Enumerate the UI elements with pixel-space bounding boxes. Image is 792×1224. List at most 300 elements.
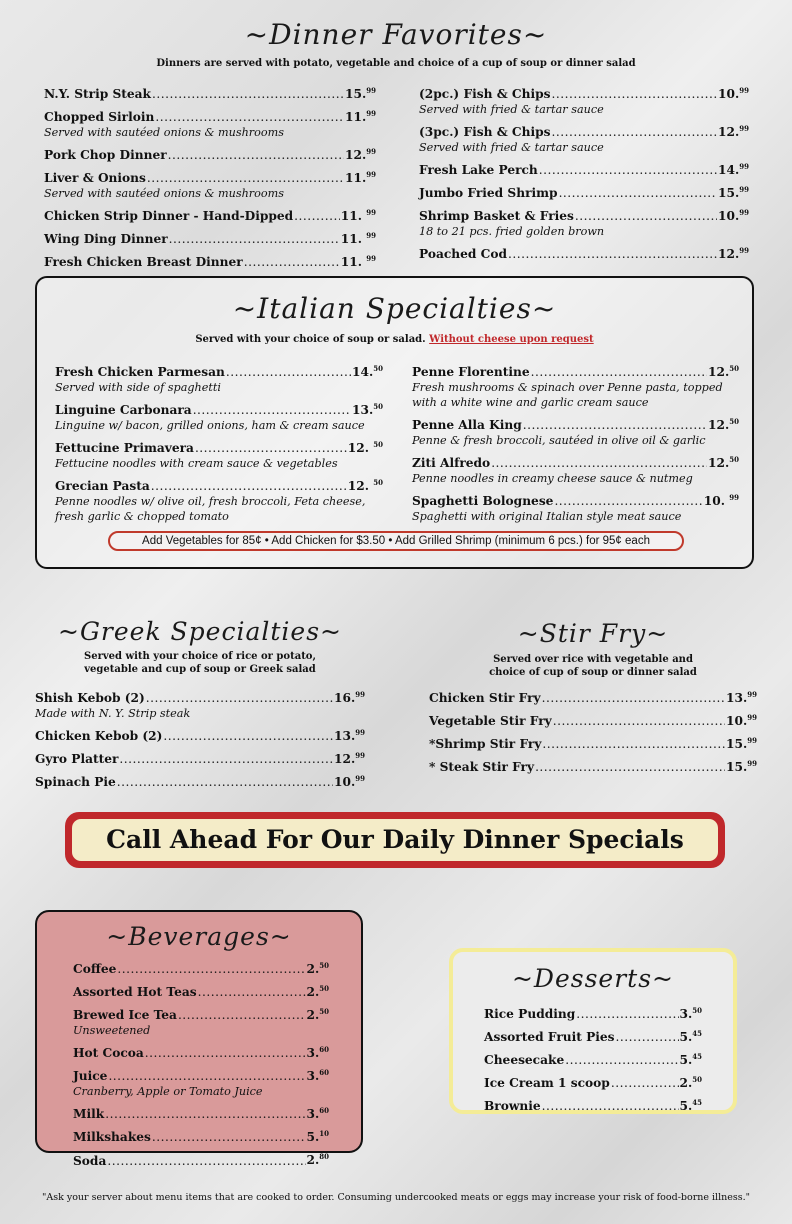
dinner-subtitle: Dinners are served with potato, vegetable and choice of a cup of soup or dinner salad [156, 58, 636, 69]
stirfry-title: ~Stir Fry~ [517, 619, 669, 648]
price-dollars: 12. [334, 752, 356, 767]
menu-item-name: Assorted Hot Teas [73, 985, 197, 1000]
dot-leader [105, 1106, 305, 1122]
price-cents: 50 [319, 961, 329, 970]
price-cents: 99 [366, 208, 376, 218]
menu-item-price [680, 1026, 702, 1045]
menu-item-row [73, 1042, 329, 1061]
menu-item-row [419, 243, 749, 262]
menu-item-price [680, 1049, 702, 1068]
menu-item-name: Chopped Sirloin [44, 110, 155, 125]
menu-item-name: Ice Cream 1 scoop [484, 1076, 610, 1091]
price-cents: 99 [366, 254, 376, 264]
price-dollars: 10. [334, 775, 356, 790]
menu-item-price [307, 1042, 329, 1061]
menu-item-row [484, 1026, 702, 1045]
menu-item-name: Coffee [73, 962, 117, 977]
menu-item-description: Served with sautéed onions & mushrooms [44, 126, 284, 140]
price-cents: 50 [692, 1075, 702, 1085]
greek-subtitle: Served with your choice of rice or potato, vegetable and cup of soup or Greek salad [84, 651, 316, 675]
dot-leader [554, 493, 702, 509]
italian-subtitle-text: Served with your choice of soup or salad. [195, 334, 426, 345]
menu-item-row [44, 83, 376, 102]
menu-item-price [718, 243, 749, 262]
price-cents: 10 [319, 1129, 329, 1139]
price-dollars: 2. [306, 962, 320, 977]
menu-item-name: Penne Florentine [412, 365, 530, 380]
menu-item-name: Cheesecake [484, 1053, 565, 1068]
menu-item-name: Assorted Fruit Pies [484, 1030, 615, 1045]
desserts-column [484, 1003, 702, 1118]
italian-right-column [412, 361, 739, 528]
dot-leader [152, 1129, 306, 1145]
menu-item-row [44, 251, 376, 270]
menu-item [419, 83, 749, 117]
price-cents: 99 [355, 728, 365, 738]
price-dollars: 10. [718, 87, 740, 102]
menu-item [412, 361, 739, 410]
menu-item-row [412, 490, 739, 509]
price-dollars: 12. [347, 441, 374, 456]
menu-item [429, 733, 757, 752]
price-cents: 50 [729, 455, 739, 465]
dot-leader [244, 254, 340, 270]
price-cents: 50 [692, 1006, 702, 1015]
price-dollars: 10. [703, 494, 730, 509]
menu-item [412, 414, 739, 448]
menu-item-price [680, 1095, 702, 1114]
dinner-left-column [44, 83, 376, 274]
menu-item [73, 1042, 329, 1061]
desserts-title: ~Desserts~ [511, 964, 674, 993]
menu-item [429, 710, 757, 729]
menu-item-name: Fresh Chicken Breast Dinner [44, 255, 243, 270]
menu-item [44, 83, 376, 102]
stirfry-subtitle: Served over rice with vegetable and choice of cup of soup or dinner salad [489, 654, 697, 678]
menu-item [44, 251, 376, 270]
menu-item-price [341, 228, 376, 247]
dot-leader [163, 728, 333, 744]
menu-item-row [429, 733, 757, 752]
menu-item-name: Chicken Stir Fry [429, 691, 541, 706]
price-cents: 99 [366, 231, 376, 241]
menu-item [44, 228, 376, 247]
menu-item [419, 182, 749, 201]
dinner-right-column [419, 83, 749, 266]
menu-item-name: * Steak Stir Fry [429, 760, 535, 775]
daily-specials-text: Call Ahead For Our Daily Dinner Specials [72, 819, 718, 861]
menu-item-name: Chicken Kebob (2) [35, 729, 163, 744]
menu-item-row [484, 1003, 702, 1022]
menu-item-row [429, 687, 757, 706]
price-dollars: 5. [306, 1130, 320, 1145]
menu-item [73, 1103, 329, 1122]
price-dollars: 16. [334, 691, 356, 706]
menu-item [429, 756, 757, 775]
dot-leader [542, 736, 725, 752]
price-cents: 45 [692, 1098, 702, 1108]
menu-item [73, 1149, 329, 1168]
menu-item-description: Fettucine noodles with cream sauce & vegetables [55, 457, 338, 471]
menu-item-name: Fresh Chicken Parmesan [55, 365, 225, 380]
menu-item-row [55, 437, 383, 456]
price-cents: 99 [729, 493, 739, 503]
price-cents: 50 [373, 440, 383, 450]
price-dollars: 3. [306, 1107, 320, 1122]
menu-item-name: Poached Cod [419, 247, 508, 262]
menu-item-price [307, 1065, 329, 1084]
menu-item-price [348, 437, 383, 456]
menu-item-price [345, 144, 376, 163]
price-dollars: 10. [718, 209, 740, 224]
menu-item-name: Shish Kebob (2) [35, 691, 145, 706]
dot-leader [542, 1098, 679, 1114]
menu-item-price [704, 490, 739, 509]
menu-item-row [35, 687, 365, 706]
menu-item-price [307, 1004, 329, 1023]
menu-item-name: Fettucine Primavera [55, 441, 194, 456]
dot-leader [535, 759, 725, 775]
price-cents: 99 [747, 713, 757, 723]
price-dollars: 11. [345, 171, 367, 186]
menu-item-name: Jumbo Fried Shrimp [419, 186, 558, 201]
menu-item-description: Linguine w/ bacon, grilled onions, ham & cream sauce [55, 419, 365, 433]
menu-item-price [341, 251, 376, 270]
dot-leader [611, 1075, 679, 1091]
menu-item-price [307, 1103, 329, 1122]
menu-item-price [345, 83, 376, 102]
price-cents: 50 [319, 1007, 329, 1017]
menu-item-row [412, 414, 739, 433]
menu-item-price [352, 399, 383, 418]
price-cents: 99 [366, 147, 376, 157]
menu-item-name: Grecian Pasta [55, 479, 150, 494]
price-cents: 99 [355, 774, 365, 784]
menu-item-row [484, 1049, 702, 1068]
greek-title: ~Greek Specialties~ [58, 617, 342, 646]
menu-item-price [307, 1126, 329, 1145]
price-cents: 99 [366, 170, 376, 180]
price-cents: 99 [739, 185, 749, 195]
menu-item-name: Chicken Strip Dinner - Hand-Dipped [44, 209, 294, 224]
dot-leader [575, 208, 717, 224]
dot-leader [117, 774, 333, 790]
menu-item [35, 748, 365, 767]
menu-item [484, 1026, 702, 1045]
menu-item [412, 452, 739, 486]
menu-item [73, 1065, 329, 1099]
price-dollars: 13. [352, 403, 374, 418]
menu-item-price [680, 1072, 702, 1091]
menu-item-name: Hot Cocoa [73, 1046, 144, 1061]
daily-specials-banner [65, 812, 725, 868]
menu-item [419, 243, 749, 262]
menu-item-row [73, 1103, 329, 1122]
menu-item-price [348, 475, 383, 494]
menu-item-price [334, 748, 365, 767]
price-dollars: 2. [306, 1153, 320, 1168]
price-cents: 99 [739, 246, 749, 256]
price-cents: 99 [739, 86, 749, 95]
price-cents: 99 [739, 162, 749, 172]
menu-item-row [419, 159, 749, 178]
italian-subtitle [35, 333, 754, 346]
menu-item-row [55, 399, 383, 418]
menu-item-row [73, 1004, 329, 1023]
dot-leader [198, 984, 306, 1000]
dot-leader [542, 690, 725, 706]
menu-item-name: Rice Pudding [484, 1007, 576, 1022]
price-cents: 60 [319, 1068, 329, 1078]
dot-leader [193, 402, 351, 418]
dot-leader [565, 1052, 678, 1068]
menu-item [73, 958, 329, 977]
dot-leader [169, 231, 340, 247]
menu-item-description: Made with N. Y. Strip steak [35, 707, 191, 721]
dot-leader [294, 208, 340, 224]
price-cents: 50 [373, 478, 383, 488]
dot-leader [107, 1153, 305, 1169]
price-cents: 80 [319, 1152, 329, 1162]
dot-leader [117, 961, 305, 977]
price-cents: 99 [747, 736, 757, 746]
menu-item-price [334, 725, 365, 744]
dot-leader [508, 246, 717, 262]
menu-item-price [726, 756, 757, 775]
menu-item-price [726, 687, 757, 706]
price-dollars: 11. [340, 255, 367, 270]
menu-item-row [44, 228, 376, 247]
menu-item [35, 687, 365, 721]
menu-item-description: Penne noodles in creamy cheese sauce & nutmeg [412, 472, 693, 486]
menu-item-row [44, 167, 376, 186]
price-dollars: 12. [345, 148, 367, 163]
menu-item-name: Shrimp Basket & Fries [419, 209, 574, 224]
menu-item [412, 490, 739, 524]
price-cents: 99 [355, 690, 365, 699]
menu-item-price [307, 981, 329, 1000]
price-dollars: 13. [334, 729, 356, 744]
menu-item-row [44, 144, 376, 163]
menu-item-description: Penne & fresh broccoli, sautéed in olive oil & garlic [412, 434, 706, 448]
menu-item-name: Spinach Pie [35, 775, 116, 790]
menu-item-price [718, 182, 749, 201]
menu-item [484, 1095, 702, 1114]
price-dollars: 12. [718, 125, 740, 140]
menu-item-description: Unsweetened [73, 1024, 151, 1038]
menu-item [419, 205, 749, 239]
menu-item-name: Penne Alla King [412, 418, 522, 433]
price-dollars: 5. [679, 1030, 693, 1045]
menu-item-name: Wing Ding Dinner [44, 232, 168, 247]
price-dollars: 5. [679, 1053, 693, 1068]
menu-item-name: Gyro Platter [35, 752, 119, 767]
dot-leader [168, 147, 344, 163]
dot-leader [576, 1006, 678, 1022]
dot-leader [523, 417, 707, 433]
food-safety-disclaimer: "Ask your server about menu items that are cooked to order. Consuming undercooked meats or eggs may increase your risk of food-borne illness." [41, 1192, 751, 1203]
menu-item-name: Ziti Alfredo [412, 456, 491, 471]
menu-item-price [708, 361, 739, 380]
menu-item-description: Served with fried & tartar sauce [419, 103, 604, 117]
menu-item [55, 399, 383, 433]
dot-leader [552, 86, 718, 102]
menu-item [55, 361, 383, 395]
menu-item-row [35, 725, 365, 744]
menu-item-description: Penne noodles w/ olive oil, fresh broccoli, Feta cheese, fresh garlic & chopped tomato [55, 495, 366, 524]
italian-subtitle-note: Without cheese upon request [429, 334, 594, 345]
menu-item-price [708, 414, 739, 433]
dot-leader [553, 713, 725, 729]
price-dollars: 2. [306, 985, 320, 1000]
menu-item-row [484, 1095, 702, 1114]
price-dollars: 3. [679, 1007, 693, 1022]
menu-item [44, 205, 376, 224]
menu-item [484, 1003, 702, 1022]
menu-item [73, 981, 329, 1000]
menu-item-name: Brewed Ice Tea [73, 1008, 177, 1023]
menu-item-name: N.Y. Strip Steak [44, 87, 151, 102]
menu-item-description: Served with sautéed onions & mushrooms [44, 187, 284, 201]
price-dollars: 11. [340, 232, 367, 247]
menu-item-description: 18 to 21 pcs. fried golden brown [419, 225, 605, 239]
dot-leader [616, 1029, 679, 1045]
dinner-title: ~Dinner Favorites~ [244, 18, 548, 51]
price-dollars: 11. [340, 209, 367, 224]
menu-item-row [55, 361, 383, 380]
dot-leader [178, 1007, 306, 1023]
price-cents: 60 [319, 1106, 329, 1116]
menu-item [429, 687, 757, 706]
price-dollars: 12. [708, 365, 730, 380]
price-cents: 99 [355, 751, 365, 761]
dot-leader [119, 751, 333, 767]
menu-item-row [73, 1149, 329, 1168]
menu-item-price [718, 159, 749, 178]
dot-leader [531, 364, 707, 380]
menu-item [73, 1126, 329, 1145]
price-dollars: 3. [306, 1046, 320, 1061]
beverages-title: ~Beverages~ [106, 922, 292, 951]
menu-item [484, 1072, 702, 1091]
menu-item-name: Fresh Lake Perch [419, 163, 538, 178]
menu-item-price [345, 167, 376, 186]
menu-item-price [680, 1003, 702, 1022]
price-dollars: 14. [718, 163, 740, 178]
price-dollars: 3. [306, 1069, 320, 1084]
menu-item [55, 437, 383, 471]
menu-item-price [352, 361, 383, 380]
price-cents: 50 [729, 417, 739, 427]
stirfry-column [429, 687, 757, 779]
italian-left-column [55, 361, 383, 528]
menu-item [419, 121, 749, 155]
menu-item-description: Served with fried & tartar sauce [419, 141, 604, 155]
menu-item-row [484, 1072, 702, 1091]
menu-item-price [334, 771, 365, 790]
menu-item-name: Soda [73, 1153, 107, 1168]
menu-item-price [341, 205, 376, 224]
menu-item-row [419, 182, 749, 201]
price-dollars: 11. [345, 110, 367, 125]
menu-item-row [429, 756, 757, 775]
menu-item-description: Fresh mushrooms & spinach over Penne pasta, topped with a white wine and garlic cream sauce [412, 381, 723, 410]
menu-item [35, 771, 365, 790]
menu-item-row [419, 121, 749, 140]
menu-item-name: Milkshakes [73, 1130, 151, 1145]
price-dollars: 15. [345, 87, 367, 102]
menu-item-row [35, 748, 365, 767]
menu-item-price [726, 733, 757, 752]
price-dollars: 5. [679, 1099, 693, 1114]
italian-title: ~Italian Specialties~ [232, 292, 557, 325]
price-cents: 99 [366, 109, 376, 119]
price-dollars: 12. [708, 456, 730, 471]
price-dollars: 2. [679, 1076, 693, 1091]
price-cents: 99 [747, 690, 757, 699]
menu-item-price [334, 687, 365, 706]
price-cents: 99 [747, 759, 757, 769]
menu-item-price [307, 1149, 329, 1168]
menu-item-row [412, 361, 739, 380]
price-cents: 45 [692, 1052, 702, 1062]
menu-item-description: Spaghetti with original Italian style meat sauce [412, 510, 682, 524]
menu-item-row [419, 83, 749, 102]
menu-item-name: Milk [73, 1107, 105, 1122]
menu-item-price [718, 121, 749, 140]
menu-item-name: (2pc.) Fish & Chips [419, 87, 551, 102]
price-cents: 45 [692, 1029, 702, 1039]
dot-leader [108, 1068, 305, 1084]
menu-item-name: Liver & Onions [44, 171, 146, 186]
dot-leader [491, 455, 707, 471]
price-dollars: 15. [718, 186, 740, 201]
menu-item-row [55, 475, 383, 494]
dot-leader [539, 162, 717, 178]
menu-item [419, 159, 749, 178]
menu-item-name: Vegetable Stir Fry [429, 714, 552, 729]
price-cents: 50 [319, 984, 329, 994]
menu-item-name: (3pc.) Fish & Chips [419, 125, 551, 140]
menu-item-description: Served with side of spaghetti [55, 381, 221, 395]
menu-item-name: Juice [73, 1069, 108, 1084]
menu-item-name: Linguine Carbonara [55, 403, 192, 418]
dot-leader [226, 364, 351, 380]
menu-item-name: Brownie [484, 1099, 541, 1114]
price-cents: 50 [373, 364, 383, 373]
price-dollars: 2. [306, 1008, 320, 1023]
menu-item-row [429, 710, 757, 729]
menu-item-row [73, 958, 329, 977]
menu-item-price [307, 958, 329, 977]
menu-item [73, 1004, 329, 1038]
price-dollars: 13. [726, 691, 748, 706]
menu-item [44, 106, 376, 140]
dot-leader [152, 86, 344, 102]
menu-item-price [718, 83, 749, 102]
price-cents: 60 [319, 1045, 329, 1055]
price-cents: 99 [366, 86, 376, 95]
menu-item [35, 725, 365, 744]
price-cents: 50 [729, 364, 739, 373]
menu-item-row [44, 106, 376, 125]
menu-item-row [412, 452, 739, 471]
greek-column [35, 687, 365, 794]
price-dollars: 12. [708, 418, 730, 433]
menu-item [44, 144, 376, 163]
price-dollars: 15. [726, 760, 748, 775]
italian-addons: Add Vegetables for 85¢ • Add Chicken for $3.50 • Add Grilled Shrimp (minimum 6 pcs.) for 95¢ each [108, 531, 684, 551]
